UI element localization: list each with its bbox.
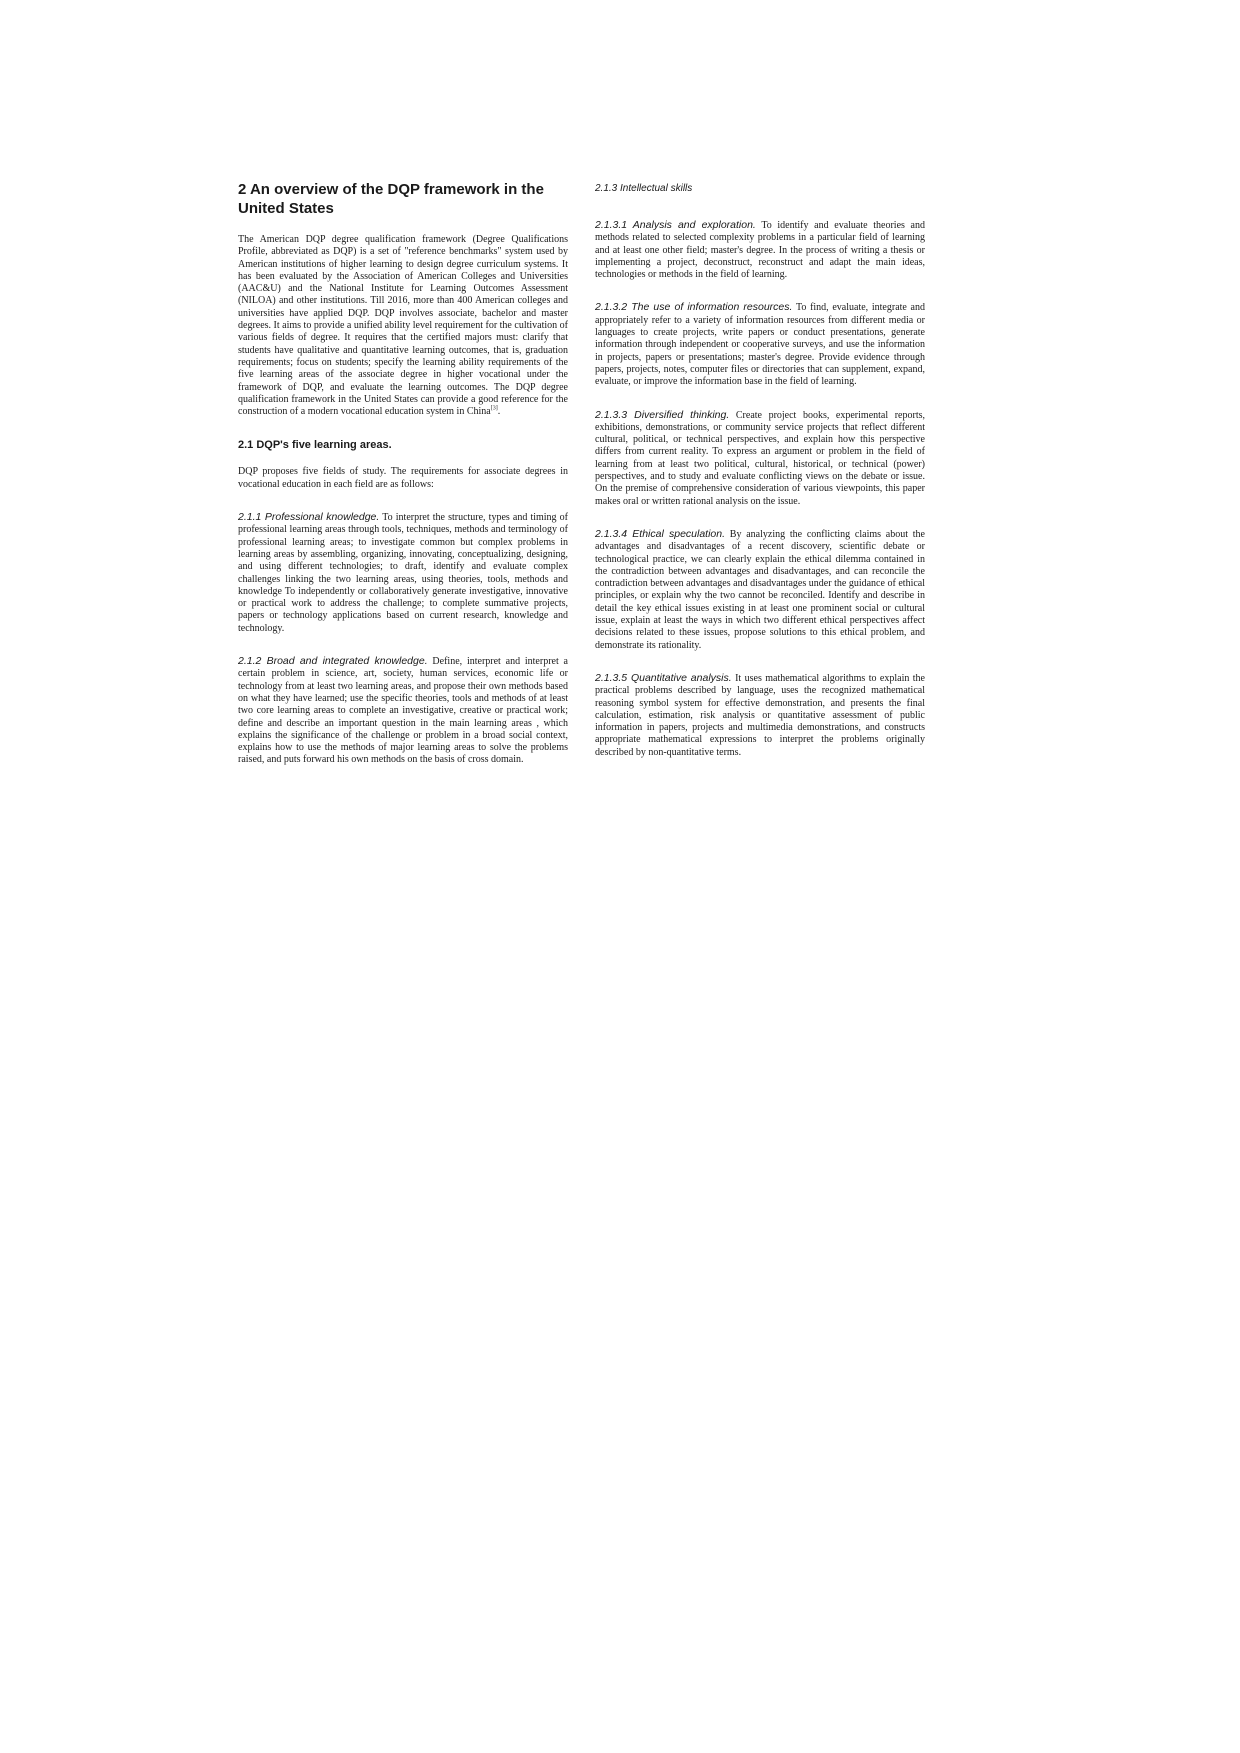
intro-text: The American DQP degree qualification framework (Degree Qualifications Profile, abbreviated as DQP) is a set of "reference benchmarks" system used by American institutions of higher learning to design degree curriculum systems. It has been evaluated by the Association of American Colleges and Universities (AAC&U) and the National Institute for Learning Outcomes Assessment (NILOA) and other institutions. Till 2016, more than 400 American colleges and universities have applied DQP. DQP involves associate, bachelor and master degrees. It aims to provide a unified ability level requirement for the cultivation of various fields of degree. It requires that the certified majors must: clarify that students have qualitative and quantitative learning outcomes, that is, graduation requirements; focus on students; specify the learning ability requirements of the five learning areas of the associate degree in higher vocational under the framework of DQP, and evaluate the learning outcomes. The DQP degree qualification framework in the United States can provide a good reference for the construction of a modern vocational education system in China: [238, 234, 568, 418]
body-2-1-3-1: To identify and evaluate theories and methods related to selected complexity problems in a particular field of learning and at least one other field; master's degree. In the process of writing a thesis or implementing a project, deconstruct, reconstruct and adapt the main ideas, technologies or methods in the field of learning.: [595, 220, 925, 281]
heading-2-1-1: 2.1.1 Professional knowledge.: [238, 511, 380, 524]
paragraph-2-1-3-1: [595, 219, 925, 281]
body-2-1-3-4: By analyzing the conflicting claims about the advantages and disadvantages of a recent discovery, scientific debate or technological practice, we can clearly explain the ethical dilemma contained in the contradiction between advantages and disadvantages, and can reconcile the contradiction between advantages and disadvantages under the guidance of ethical principles, or explain why the two cannot be reconciled. Identify and describe in detail the key ethical issues existing in at least one prominent social or cultural issue, explain at least the ways in which two different ethical perspectives affect decisions related to these issues, propose solutions to this ethical problem, and demonstrate its rationality.: [595, 528, 925, 651]
section-title: 2 An overview of the DQP framework in the United States: [238, 181, 544, 217]
paragraph-2-1-3-5: [595, 672, 925, 759]
intro-end: .: [497, 406, 501, 418]
areas-intro-paragraph: DQP proposes five fields of study. The requirements for associate degrees in vocational education in each field are as follows:: [238, 466, 568, 490]
paragraph-2-1-3-2: [595, 301, 925, 388]
body-2-1-1: To interpret the structure, types and timing of professional learning areas through tools, techniques, methods and terminology of professional learning areas; to investigate common but complex problems in learning areas by assembling, organizing, innovating, conceptualizing, designing, and using different technologies; to draft, identify and evaluate complex challenges linking the two learning areas, using theories, tools, methods and knowledge To independently or collaboratively generate investigative, innovative or practical work to address the challenge; to complete summative projects, papers or technology applications based on current research, knowledge and technology.: [238, 512, 568, 634]
heading-2-1-3-1: 2.1.3.1 Analysis and exploration.: [595, 219, 756, 231]
paragraph-2-1-3-4: [595, 528, 925, 652]
body-2-1-3-2: To find, evaluate, integrate and appropriately refer to a variety of information resources from different media or languages to create projects, write papers or conduct presentations, generate information through independent or cooperative surveys, and use the information in projects, papers or presentations; master's degree. Provide evidence through papers, projects, notes, computer files or directories that can supplement, expand, evaluate, or improve the information base in the field of learning.: [595, 302, 925, 388]
paragraph-2-1-2: [238, 655, 568, 767]
heading-2-1-3-5: 2.1.3.5 Quantitative analysis.: [595, 671, 732, 684]
right-column: [595, 180, 925, 779]
paragraph-2-1-3-3: [595, 409, 925, 508]
paragraph-2-1-1: [238, 511, 568, 635]
left-column: [238, 180, 568, 787]
intro-paragraph: [238, 234, 568, 418]
heading-2-1-3-2: 2.1.3.2 The use of information resources.: [595, 301, 793, 314]
subsection-title: 2.1 DQP's five learning areas.: [238, 439, 392, 452]
heading-2-1-3-4: 2.1.3.4 Ethical speculation.: [595, 527, 726, 540]
citation-ref[interactable]: [3]: [490, 405, 498, 412]
body-2-1-3-3: Create project books, experimental reports, exhibitions, demonstrations, or community service projects that reflect different cultural, political, or technical perspectives, and explain how this perspective differs from current reality. To express an argument or problem in the field of learning from at least two political, cultural, historical, or technical (power) perspectives, and to study and evaluate conflicting views on the debate or issue. On the premise of comprehensive consideration of various viewpoints, this paper makes oral or written rational analysis on the issue.: [595, 409, 925, 507]
heading-2-1-3: 2.1.3 Intellectual skills: [595, 183, 693, 194]
body-2-1-3-5: It uses mathematical algorithms to explain the practical problems described by language, uses the recognized mathematical reasoning symbol system for effective demonstration, and presents the final calculation, estimation, risk analysis or quantitative assessment of public information in papers, projects and multimedia demonstrations, and constructs appropriate mathematical expressions to interpret the problems originally described by non-quantitative terms.: [595, 672, 925, 758]
heading-2-1-2: 2.1.2 Broad and integrated knowledge.: [238, 655, 428, 668]
heading-2-1-3-3: 2.1.3.3 Diversified thinking.: [595, 408, 730, 421]
body-2-1-2: Define, interpret and interpret a certain problem in science, art, society, human services, economic life or technology from at least two learning areas, and propose their own methods based on what they have learned; use the specific theories, tools and methods of at least two core learning areas to complete an investigative, creative or practical work; define and describe an important question in the main learning areas , which explains the significance of the challenge or problem in a broad social context, explains how to use the methods of major learning areas to solve the problems raised, and puts forward his own methods on the basis of cross domain.: [238, 656, 568, 766]
